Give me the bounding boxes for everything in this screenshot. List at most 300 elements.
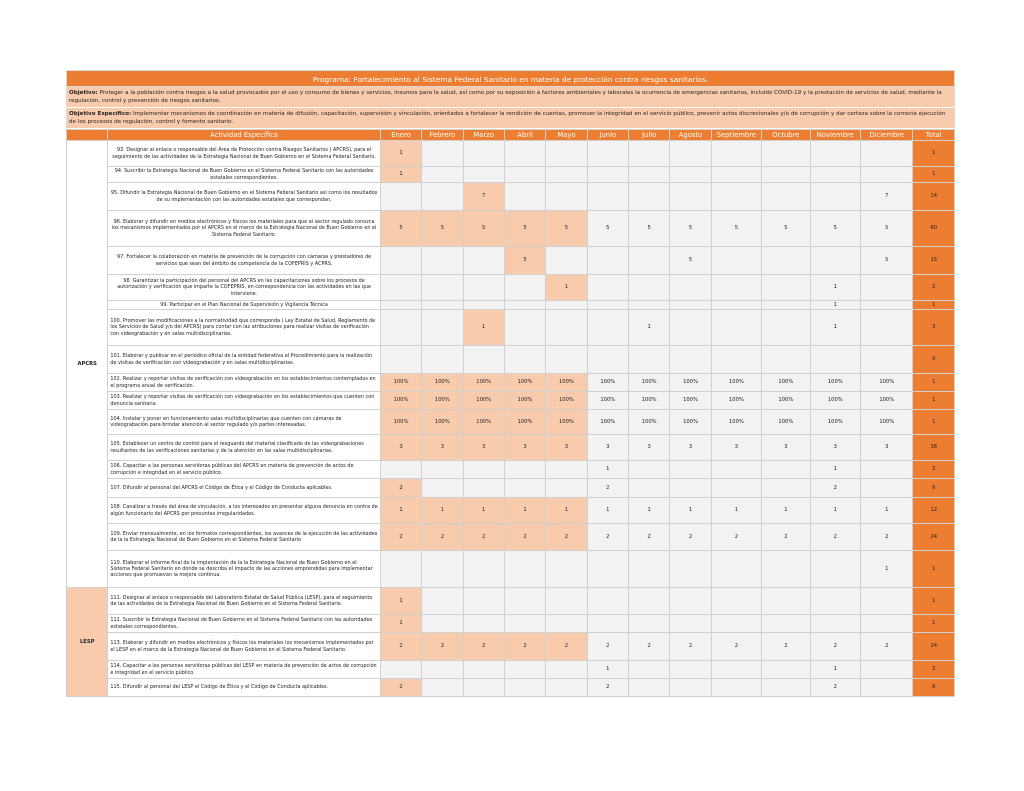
month-cell — [628, 615, 669, 633]
month-cell: 2 — [762, 633, 810, 661]
activity-cell: 108. Canalizar a través del área de vinculación, a los interesados en presentar alguna denuncia en contra de algún funcionario del APCRS por presuntas irregularidades. — [108, 498, 380, 524]
month-cell — [711, 167, 761, 183]
month-cell — [422, 479, 463, 498]
month-cell — [504, 167, 545, 183]
month-cell — [810, 346, 860, 374]
total-cell: 1 — [913, 551, 955, 588]
month-cell — [422, 141, 463, 167]
month-cell — [628, 346, 669, 374]
month-cell: 2 — [628, 633, 669, 661]
month-cell: 3 — [546, 435, 587, 461]
month-cell: 5 — [810, 211, 860, 247]
month-cell — [861, 679, 913, 697]
month-cell: 5 — [628, 211, 669, 247]
month-cell — [587, 183, 628, 211]
month-cell: 2 — [810, 479, 860, 498]
specific-objective-label: Objetivo Específico: — [69, 111, 132, 117]
activity-cell: 111. Designar al enlace o responsable del Laboratorio Estatal de Salud Pública (LESP), para el seguimiento de las actividades de la Estrategia Nacional de Buen Gobierno en el Sistema Federal Sanitario. — [108, 588, 380, 615]
month-cell — [762, 301, 810, 310]
month-cell: 5 — [861, 211, 913, 247]
month-cell — [587, 551, 628, 588]
month-cell — [711, 479, 761, 498]
activity-cell: 101. Elaborar y publicar en el periódico oficial de la entidad federativa el Procedimiento para la realización de visitas de verificación con videograbación y en salas multidisciplinarias. — [108, 346, 380, 374]
activity-cell: 95. Difundir la Estrategia Nacional de Buen Gobierno en el Sistema Federal Sanitario así como los resultados de su implementación con las autoridades estatales que correspondan. — [108, 183, 380, 211]
month-cell: 1 — [810, 661, 860, 679]
month-cell — [670, 588, 711, 615]
month-cell: 100% — [810, 410, 860, 435]
month-cell — [711, 301, 761, 310]
month-cell — [463, 615, 504, 633]
month-cell: 1 — [380, 615, 421, 633]
month-cell: 2 — [380, 479, 421, 498]
activity-cell: 104. Instalar y poner en funcionamiento salas multidisciplinarias que cuenten con cámaras de videograbación para brindar atención al sector regulado y/o partes interesadas. — [108, 410, 380, 435]
month-cell: 2 — [504, 633, 545, 661]
month-cell — [546, 661, 587, 679]
table-row — [67, 479, 955, 498]
month-cell — [762, 461, 810, 479]
month-cell — [711, 588, 761, 615]
month-cell: 2 — [380, 679, 421, 697]
month-cell — [463, 679, 504, 697]
header-total: Total — [913, 130, 955, 141]
month-cell: 100% — [762, 410, 810, 435]
total-cell: 24 — [913, 633, 955, 661]
month-cell: 1 — [861, 498, 913, 524]
table-row — [67, 435, 955, 461]
month-cell: 100% — [422, 374, 463, 392]
month-cell — [504, 275, 545, 301]
month-cell — [711, 615, 761, 633]
month-cell — [463, 247, 504, 275]
month-cell: 100% — [504, 410, 545, 435]
month-cell: 1 — [810, 498, 860, 524]
month-cell: 3 — [861, 435, 913, 461]
month-cell — [861, 310, 913, 346]
month-cell — [504, 551, 545, 588]
header-month: Mayo — [546, 130, 587, 141]
table-row — [67, 275, 955, 301]
month-cell — [670, 679, 711, 697]
month-cell: 1 — [810, 275, 860, 301]
month-cell — [422, 167, 463, 183]
total-cell: 60 — [913, 211, 955, 247]
month-cell — [504, 479, 545, 498]
month-cell: 2 — [810, 633, 860, 661]
activity-cell: 98. Garantizar la participación del personal del APCRS en las capacitaciones sobre los procesos de autorización y verificación que imparte la COFEPRIS, en correspondencia con las actividades en las que interviene. — [108, 275, 380, 301]
month-cell: 1 — [810, 461, 860, 479]
month-cell: 2 — [422, 524, 463, 551]
month-cell: 100% — [422, 410, 463, 435]
month-cell — [762, 346, 810, 374]
total-cell: 2 — [913, 661, 955, 679]
month-cell: 1 — [587, 461, 628, 479]
month-cell — [762, 479, 810, 498]
month-cell — [422, 615, 463, 633]
month-cell: 2 — [810, 524, 860, 551]
month-cell — [628, 275, 669, 301]
month-cell — [463, 661, 504, 679]
month-cell — [380, 183, 421, 211]
month-cell — [546, 551, 587, 588]
total-cell: 6 — [913, 679, 955, 697]
month-cell: 2 — [711, 524, 761, 551]
month-cell: 3 — [422, 435, 463, 461]
month-cell: 100% — [546, 410, 587, 435]
month-cell — [762, 551, 810, 588]
month-cell: 3 — [711, 435, 761, 461]
month-cell: 2 — [711, 633, 761, 661]
month-cell — [711, 461, 761, 479]
month-cell — [546, 679, 587, 697]
month-cell — [380, 661, 421, 679]
month-cell: 1 — [380, 167, 421, 183]
month-cell — [861, 588, 913, 615]
month-cell — [670, 661, 711, 679]
month-cell: 100% — [628, 392, 669, 410]
activity-cell: 93. Designar al enlace o responsable del Área de Protección contra Riesgos Sanitarios ( APCRS), para el seguimiento de las actividades de la Estrategia Nacional de Buen Gobierno en el Sistema Federal Sanitario. — [108, 141, 380, 167]
month-cell — [670, 479, 711, 498]
month-cell: 100% — [670, 410, 711, 435]
total-cell: 14 — [913, 183, 955, 211]
month-cell — [628, 301, 669, 310]
month-cell: 1 — [861, 551, 913, 588]
planning-sheet — [66, 70, 955, 697]
total-cell: 1 — [913, 588, 955, 615]
month-cell — [670, 310, 711, 346]
activity-cell: 100. Promover las modificaciones a la normatividad que corresponda ( Ley Estatal de Salud, Reglamento de los Servicios de Salud y/o del APCRS) para contar con las atribuciones para realizar visitas de verificación con videograbación y en salas multidisciplinarias. — [108, 310, 380, 346]
month-cell — [546, 479, 587, 498]
month-cell: 100% — [587, 374, 628, 392]
month-cell — [711, 183, 761, 211]
month-cell — [504, 183, 545, 211]
month-cell — [380, 247, 421, 275]
table-row — [67, 301, 955, 310]
month-cell: 1 — [422, 498, 463, 524]
month-cell — [810, 588, 860, 615]
month-cell: 5 — [670, 247, 711, 275]
total-cell: 36 — [913, 435, 955, 461]
month-cell: 1 — [711, 498, 761, 524]
month-cell — [463, 275, 504, 301]
month-cell: 2 — [670, 633, 711, 661]
month-cell — [504, 310, 545, 346]
month-cell — [711, 310, 761, 346]
activity-cell: 114. Capacitar a las personas servidoras públicas del LESP en materia de prevención de actos de corrupción e integridad en el servicio público. — [108, 661, 380, 679]
month-cell: 5 — [504, 247, 545, 275]
table-row — [67, 183, 955, 211]
month-cell: 1 — [587, 498, 628, 524]
month-cell — [463, 551, 504, 588]
month-cell: 5 — [463, 211, 504, 247]
table-row — [67, 679, 955, 697]
month-cell: 2 — [546, 524, 587, 551]
month-cell: 2 — [670, 524, 711, 551]
table-header-row — [67, 130, 955, 141]
table-row — [67, 374, 955, 392]
month-cell — [628, 141, 669, 167]
month-cell: 1 — [546, 498, 587, 524]
month-cell: 1 — [628, 310, 669, 346]
activity-table-body — [67, 141, 955, 697]
month-cell: 100% — [711, 374, 761, 392]
month-cell: 3 — [587, 435, 628, 461]
header-month: Julio — [628, 130, 669, 141]
month-cell — [711, 247, 761, 275]
month-cell: 1 — [504, 498, 545, 524]
month-cell — [810, 615, 860, 633]
month-cell — [504, 588, 545, 615]
table-row — [67, 211, 955, 247]
month-cell — [546, 183, 587, 211]
table-row — [67, 346, 955, 374]
month-cell — [463, 346, 504, 374]
month-cell — [861, 346, 913, 374]
table-row — [67, 141, 955, 167]
month-cell: 1 — [810, 310, 860, 346]
total-cell: 6 — [913, 479, 955, 498]
month-cell — [463, 479, 504, 498]
month-cell — [380, 301, 421, 310]
month-cell: 3 — [762, 435, 810, 461]
month-cell: 5 — [546, 211, 587, 247]
month-cell — [762, 588, 810, 615]
month-cell — [422, 247, 463, 275]
total-cell: 1 — [913, 374, 955, 392]
table-row — [67, 498, 955, 524]
month-cell: 100% — [810, 374, 860, 392]
month-cell — [380, 275, 421, 301]
month-cell — [587, 275, 628, 301]
month-cell: 5 — [587, 211, 628, 247]
area-label-apcrs: APCRS — [67, 141, 108, 588]
month-cell — [546, 310, 587, 346]
month-cell — [861, 167, 913, 183]
month-cell: 2 — [762, 524, 810, 551]
total-cell: 0 — [913, 346, 955, 374]
table-row — [67, 310, 955, 346]
month-cell: 100% — [587, 410, 628, 435]
table-row — [67, 524, 955, 551]
month-cell — [546, 167, 587, 183]
month-cell: 3 — [380, 435, 421, 461]
month-cell: 3 — [504, 435, 545, 461]
table-row — [67, 461, 955, 479]
month-cell — [546, 615, 587, 633]
month-cell — [628, 661, 669, 679]
header-month: Enero — [380, 130, 421, 141]
month-cell — [810, 247, 860, 275]
month-cell — [587, 167, 628, 183]
header-month: Octubre — [762, 130, 810, 141]
month-cell: 100% — [670, 374, 711, 392]
month-cell: 100% — [504, 392, 545, 410]
month-cell — [587, 141, 628, 167]
month-cell — [628, 461, 669, 479]
month-cell — [422, 301, 463, 310]
specific-objective-row — [66, 108, 955, 129]
month-cell — [463, 588, 504, 615]
table-row — [67, 551, 955, 588]
month-cell: 100% — [463, 392, 504, 410]
month-cell — [670, 183, 711, 211]
activity-cell: 102. Realizar y reportar visitas de verificación con videograbación en los establecimientos contemplados en el programa anual de verificación. — [108, 374, 380, 392]
month-cell — [861, 141, 913, 167]
month-cell: 2 — [861, 633, 913, 661]
month-cell — [670, 141, 711, 167]
month-cell: 100% — [762, 374, 810, 392]
month-cell: 2 — [810, 679, 860, 697]
month-cell: 2 — [587, 633, 628, 661]
month-cell: 100% — [861, 374, 913, 392]
activity-cell: 103. Realizar y reportar visitas de verificación con videograbación en los establecimientos que cuenten con denuncia sanitaria. — [108, 392, 380, 410]
month-cell — [810, 141, 860, 167]
month-cell — [861, 275, 913, 301]
month-cell: 1 — [463, 498, 504, 524]
total-cell: 12 — [913, 498, 955, 524]
month-cell: 1 — [380, 141, 421, 167]
month-cell: 2 — [587, 479, 628, 498]
month-cell: 1 — [380, 498, 421, 524]
month-cell: 1 — [463, 310, 504, 346]
month-cell: 5 — [762, 211, 810, 247]
month-cell: 1 — [380, 588, 421, 615]
table-row — [67, 661, 955, 679]
month-cell — [628, 183, 669, 211]
month-cell: 100% — [628, 374, 669, 392]
table-row — [67, 588, 955, 615]
month-cell — [861, 461, 913, 479]
month-cell: 2 — [463, 633, 504, 661]
month-cell: 2 — [380, 633, 421, 661]
header-month: Febrero — [422, 130, 463, 141]
month-cell: 1 — [762, 498, 810, 524]
month-cell — [463, 301, 504, 310]
month-cell: 100% — [380, 392, 421, 410]
month-cell: 100% — [861, 410, 913, 435]
month-cell — [762, 275, 810, 301]
month-cell: 1 — [810, 301, 860, 310]
month-cell: 100% — [628, 410, 669, 435]
total-cell: 3 — [913, 310, 955, 346]
month-cell — [628, 588, 669, 615]
activity-cell: 96. Elaborar y difundir en medios electrónicos y físicos los materiales para que el sector regulado conozca los mecanismos implementados por el APCRS en el marco de la Estrategia Nacional de Buen Gobierno en el Sistema Federal Sanitario. — [108, 211, 380, 247]
activity-cell: 113. Elaborar y difundir en medios electrónicos y físicos los materiales los mecanismos implementados por el LESP en el marco de la Estrategia Nacional de Buen Gobierno en el Sistema Federal Sanitario. — [108, 633, 380, 661]
month-cell: 100% — [463, 410, 504, 435]
month-cell: 2 — [587, 524, 628, 551]
month-cell — [810, 183, 860, 211]
activity-cell: 94. Suscribir la Estrategia Nacional de Buen Gobierno en el Sistema Federal Sanitario con las autoridades estatales correspondientes. — [108, 167, 380, 183]
month-cell: 7 — [463, 183, 504, 211]
month-cell — [422, 183, 463, 211]
activity-table — [66, 129, 955, 697]
header-month: Septiembre — [711, 130, 761, 141]
month-cell: 100% — [380, 374, 421, 392]
month-cell: 2 — [546, 633, 587, 661]
month-cell — [380, 346, 421, 374]
month-cell — [587, 247, 628, 275]
month-cell — [810, 551, 860, 588]
month-cell — [762, 615, 810, 633]
month-cell: 5 — [422, 211, 463, 247]
month-cell — [504, 661, 545, 679]
area-label-lesp: LESP — [67, 588, 108, 697]
month-cell — [463, 141, 504, 167]
month-cell — [380, 310, 421, 346]
month-cell — [587, 301, 628, 310]
month-cell — [762, 167, 810, 183]
month-cell — [762, 183, 810, 211]
activity-cell: 107. Difundir al personal del APCRS el Código de Ética y el Código de Conducta aplicables. — [108, 479, 380, 498]
month-cell: 2 — [861, 524, 913, 551]
month-cell: 2 — [380, 524, 421, 551]
total-cell: 1 — [913, 392, 955, 410]
month-cell — [711, 679, 761, 697]
month-cell: 1 — [546, 275, 587, 301]
header-month: Marzo — [463, 130, 504, 141]
header-month: Agosto — [670, 130, 711, 141]
month-cell — [546, 301, 587, 310]
total-cell: 15 — [913, 247, 955, 275]
month-cell: 100% — [762, 392, 810, 410]
header-month: Noviembre — [810, 130, 860, 141]
total-cell: 1 — [913, 410, 955, 435]
objective-row — [66, 87, 955, 108]
month-cell — [422, 461, 463, 479]
header-month: Diciembre — [861, 130, 913, 141]
month-cell: 100% — [711, 410, 761, 435]
month-cell — [546, 247, 587, 275]
month-cell — [504, 615, 545, 633]
month-cell — [762, 679, 810, 697]
month-cell — [463, 461, 504, 479]
month-cell — [504, 301, 545, 310]
activity-cell: 112. Suscribir la Estrategia Nacional de Buen Gobierno en el Sistema Federal Sanitario con las autoridades estatales correspondientes. — [108, 615, 380, 633]
month-cell — [422, 551, 463, 588]
month-cell — [546, 461, 587, 479]
activity-cell: 105. Establecer un centro de control para el resguardo del material clasificado de las videograbaciones resultantes de las verificaciones sanitarias y de la atención en las salas multidisciplinarias. — [108, 435, 380, 461]
month-cell — [861, 301, 913, 310]
month-cell — [546, 141, 587, 167]
month-cell — [861, 615, 913, 633]
month-cell — [762, 141, 810, 167]
month-cell: 5 — [504, 211, 545, 247]
total-cell: 24 — [913, 524, 955, 551]
activity-cell: 106. Capacitar a las personas servidoras públicas del APCRS en materia de prevención de actos de corrupción e integridad en el servicio público. — [108, 461, 380, 479]
activity-cell: 97. Fortalecer la colaboración en materia de prevención de la corrupción con cámaras y prestadores de servicios que sean del ámbito de competencia de la COFEPRIS y ACPRS. — [108, 247, 380, 275]
month-cell — [711, 275, 761, 301]
month-cell: 100% — [810, 392, 860, 410]
month-cell — [628, 679, 669, 697]
month-cell — [504, 346, 545, 374]
month-cell: 100% — [861, 392, 913, 410]
month-cell: 1 — [628, 498, 669, 524]
total-cell: 1 — [913, 301, 955, 310]
month-cell — [628, 551, 669, 588]
month-cell — [380, 551, 421, 588]
specific-objective-text: Implementar mecanismos de coordinación en materia de difusión, capacitación, supervisión y vinculación, orientados a fortalecer la rendición de cuentas, promover la integridad en el servicio público, prevenir actos discrecionales y/o de corrupción y dar certeza sobre la correcta ejecución de los procesos de regulación, control y fomento sanitario. — [69, 111, 946, 125]
total-cell: 2 — [913, 461, 955, 479]
total-cell: 1 — [913, 141, 955, 167]
month-cell — [422, 275, 463, 301]
month-cell: 100% — [587, 392, 628, 410]
month-cell: 100% — [711, 392, 761, 410]
month-cell — [504, 679, 545, 697]
header-area — [67, 130, 108, 141]
month-cell — [546, 588, 587, 615]
month-cell: 100% — [422, 392, 463, 410]
month-cell — [422, 679, 463, 697]
month-cell: 2 — [422, 633, 463, 661]
